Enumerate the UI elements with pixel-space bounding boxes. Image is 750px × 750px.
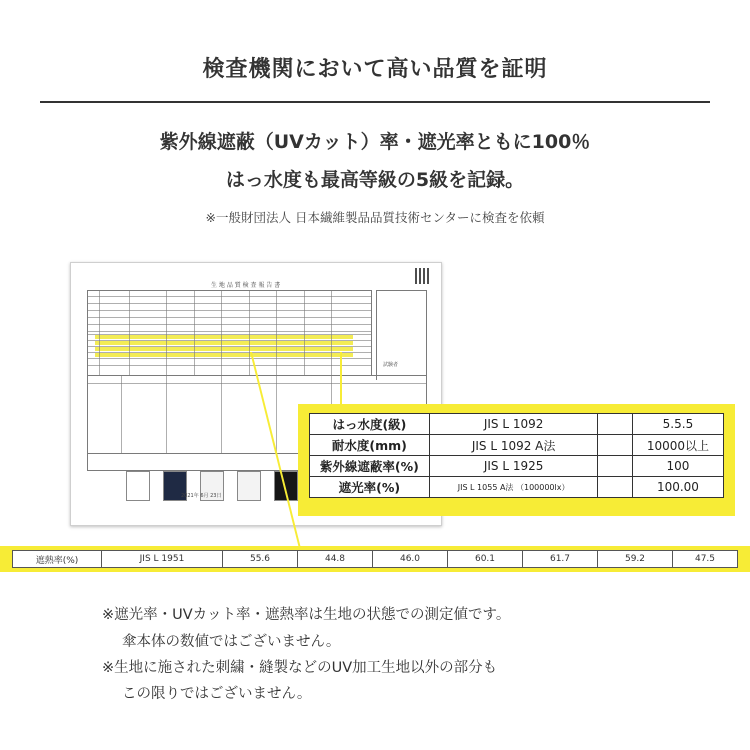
page-title: 検査機関において高い品質を証明 xyxy=(202,57,548,82)
qr-code-icon xyxy=(415,268,431,284)
inspection-note: ※一般財団法人 日本繊維製品品質技術センターに検査を依頼 xyxy=(205,210,545,225)
table-row: 紫外線遮蔽率(%) JIS L 1925 100 xyxy=(310,456,724,477)
heat-shield-strip xyxy=(0,546,750,572)
footnote: ※生地に施された刺繍・縫製などのUV加工生地以外の部分も xyxy=(102,660,498,676)
fabric-swatch xyxy=(237,471,261,501)
headline-line-1: 紫外線遮蔽（UVカット）率・遮光率ともに100％ xyxy=(159,131,591,153)
fabric-swatch xyxy=(126,471,150,501)
table-row: はっ水度(級) JIS L 1092 5.5.5 xyxy=(310,414,724,435)
table-row: 遮熱率(%) JIS L 1951 55.6 44.8 46.0 60.1 61.7 59.2 47.5 xyxy=(13,551,738,568)
footnote: ※遮光率・UVカット率・遮熱率は生地の状態での測定値です。 xyxy=(102,607,511,623)
heat-shield-row xyxy=(12,550,738,568)
zoom-results-table xyxy=(309,413,724,498)
headline-line-2: はっ水度も最高等級の5級を記録。 xyxy=(225,169,525,191)
report-issue-date: 2021年 6月 23日 xyxy=(181,493,222,499)
callout-line xyxy=(340,352,342,408)
footnote: この限りではございません。 xyxy=(122,686,312,702)
zoom-callout xyxy=(298,404,735,516)
title-divider xyxy=(40,101,710,103)
report-title: 生 地 品 質 検 査 報 告 書 xyxy=(211,282,281,289)
table-row: 耐水度(mm) JIS L 1092 A法 10000以上 xyxy=(310,435,724,456)
report-tester-label: 試験者 xyxy=(383,362,399,368)
footnote: 傘本体の数値ではございません。 xyxy=(122,634,341,650)
table-row: 遮光率(%) JIS L 1055 A法 （100000lx） 100.00 xyxy=(310,477,724,498)
